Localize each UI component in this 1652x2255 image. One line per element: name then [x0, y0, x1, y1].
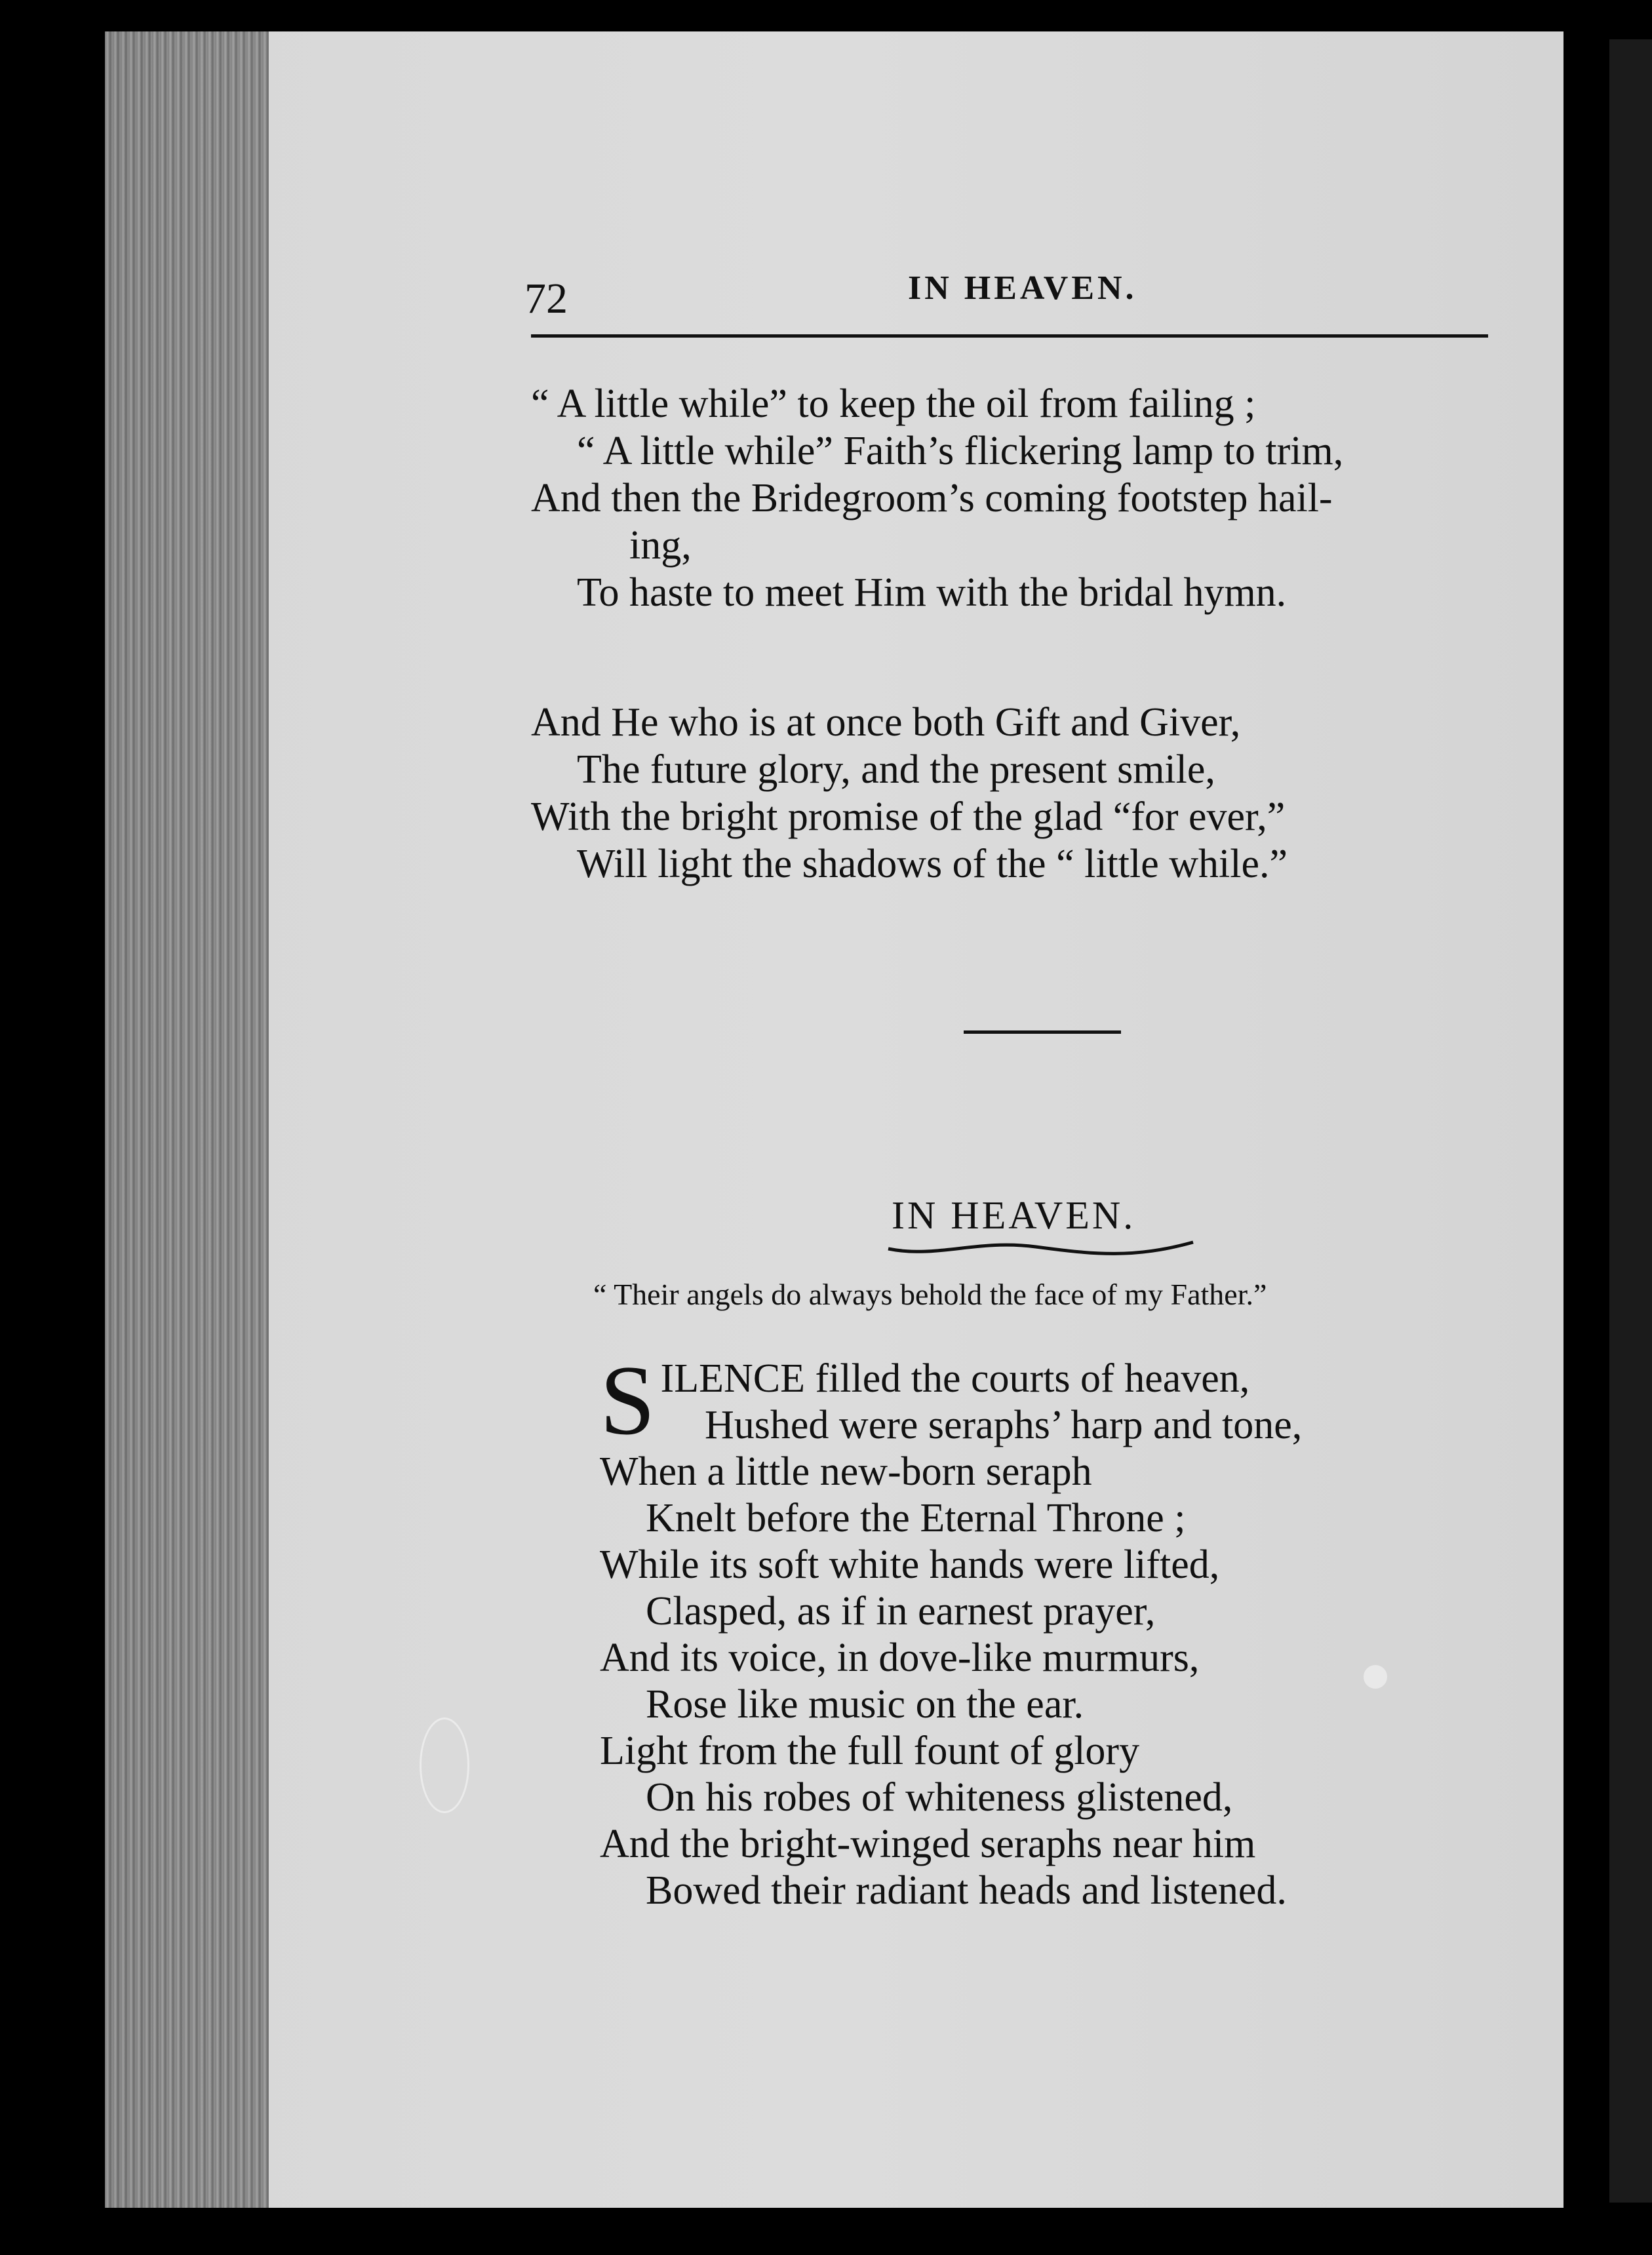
page-number: 72 [524, 275, 568, 323]
verse-line: Rose like music on the ear. [646, 1682, 1084, 1727]
verse-line: Knelt before the Eternal Throne ; [646, 1496, 1186, 1540]
verse-line: With the bright promise of the glad “for ever,” [531, 794, 1286, 839]
page-edges [105, 31, 269, 2208]
verse-line: To haste to meet Him with the bridal hymn. [577, 570, 1287, 615]
verse-line: “ A little while” Faith’s flickering lamp to trim, [577, 429, 1344, 473]
title-swash-icon [885, 1232, 1200, 1259]
verse-line: ILENCE filled the courts of heaven, [660, 1356, 1250, 1401]
verse-line: On his robes of whiteness glistened, [646, 1775, 1233, 1820]
section-divider [964, 1030, 1121, 1034]
epigraph: “ Their angels do always behold the face of my Father.” [593, 1278, 1267, 1311]
verse-line: When a little new-born seraph [600, 1449, 1092, 1494]
verse-line: Hushed were seraphs’ harp and tone, [705, 1403, 1303, 1447]
verse-line: And He who is at once both Gift and Giver, [531, 700, 1241, 745]
stanza-1 [531, 380, 1508, 616]
drop-cap: S [600, 1345, 656, 1455]
verse-line: “ A little while” to keep the oil from failing ; [531, 382, 1256, 426]
verse-line: ing, [629, 523, 692, 568]
header-rule [531, 334, 1488, 338]
verse-line: While its soft white hands were lifted, [600, 1542, 1220, 1587]
verse-line: And then the Bridegroom’s coming footstep hail- [531, 476, 1333, 520]
stanza-2 [531, 699, 1508, 888]
verse-line: And its voice, in dove-like murmurs, [600, 1636, 1200, 1680]
verse-line: Will light the shadows of the “ little while.” [577, 842, 1288, 886]
poem-in-heaven [600, 1345, 1303, 1914]
poem-title: IN HEAVEN. [892, 1194, 1136, 1237]
facing-page-edge [1609, 39, 1652, 2203]
verse-line: Light from the full fount of glory [600, 1729, 1140, 1773]
verse-line: And the bright-winged seraphs near him [600, 1822, 1256, 1866]
verse-line: The future glory, and the present smile, [577, 747, 1215, 792]
running-title: IN HEAVEN. [908, 269, 1137, 307]
page-scuff [420, 1717, 469, 1813]
verse-line: Bowed their radiant heads and listened. [646, 1868, 1287, 1913]
page-scuff [1364, 1665, 1387, 1689]
verse-line: Clasped, as if in earnest prayer, [646, 1589, 1156, 1634]
